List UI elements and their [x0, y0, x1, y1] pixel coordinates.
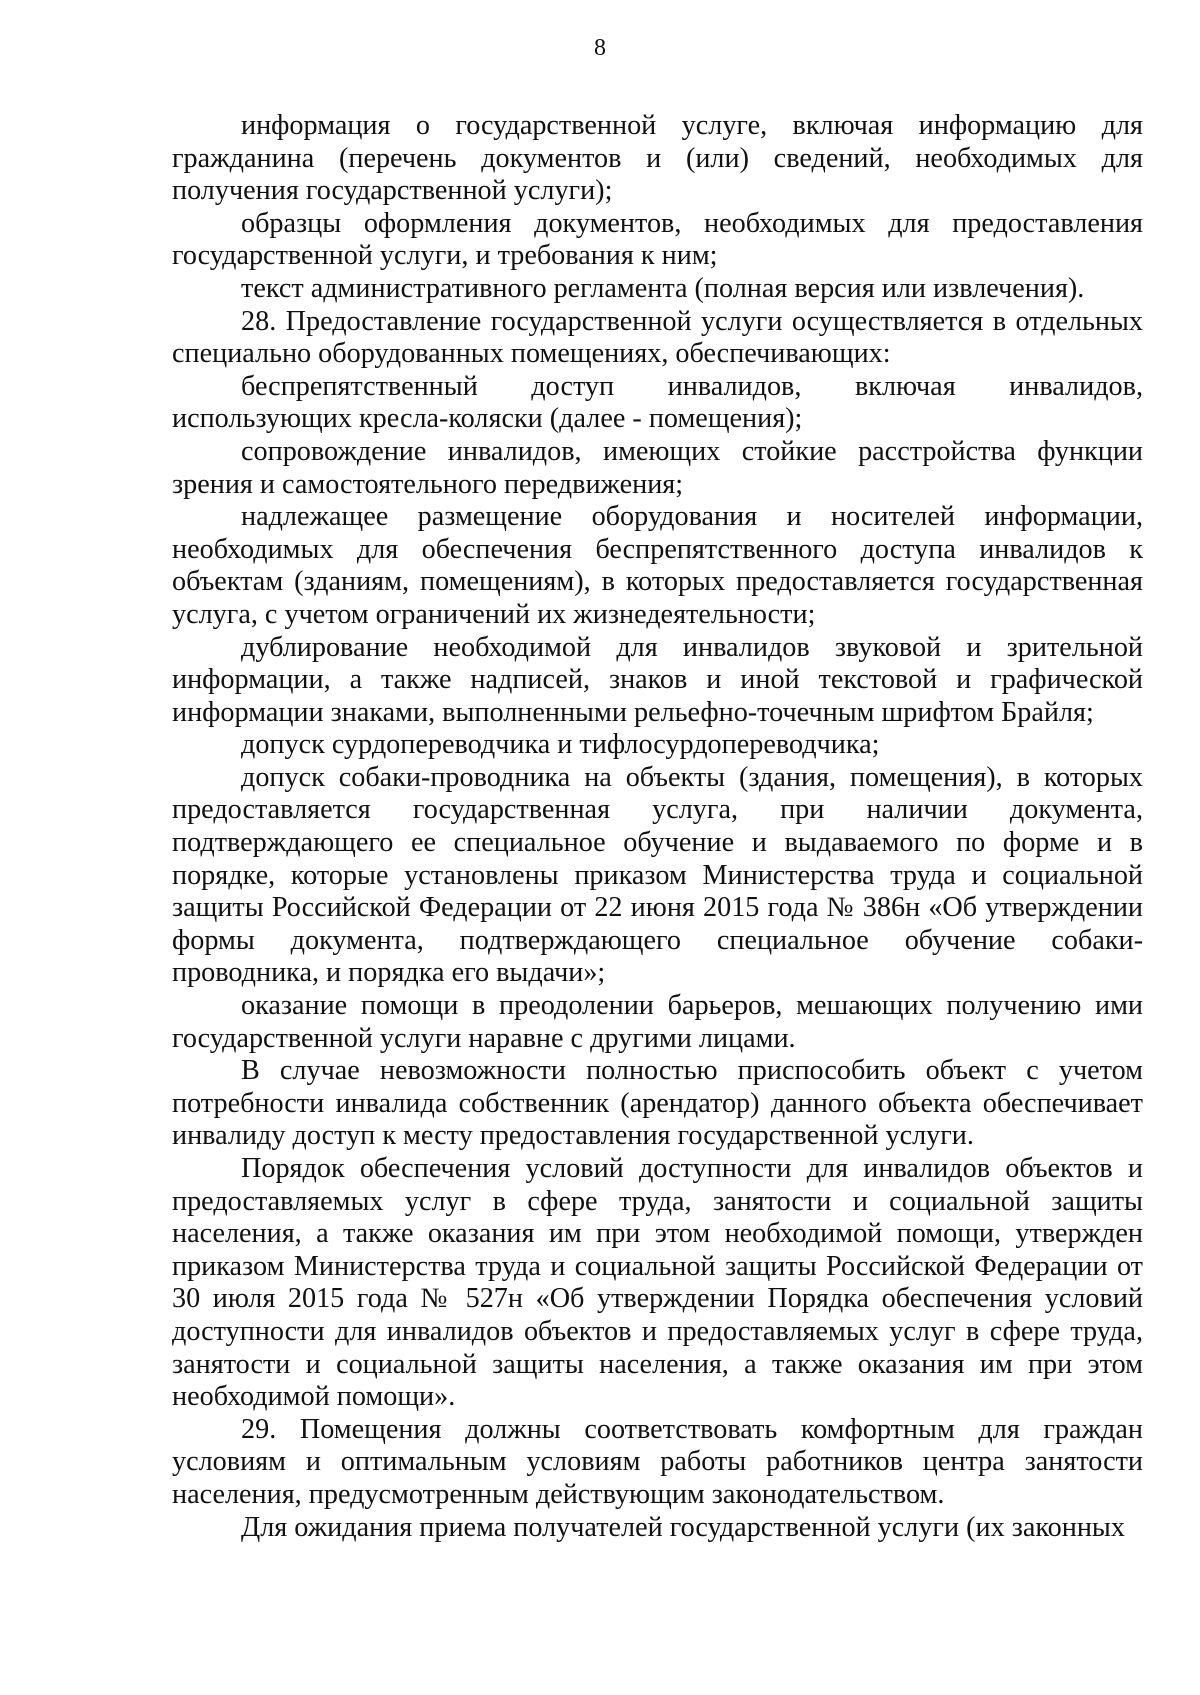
page-number: 8 [594, 35, 606, 61]
paragraph-item-29: 29. Помещения должны соответствовать комфортным для граждан условиям и оптимальным условиям работы работников центра занятости населения, предусмотренным действующим законодательством. [172, 1413, 1143, 1510]
paragraph-regulation-text: текст административного регламента (полная версия или извлечения). [241, 272, 1085, 304]
paragraph-equipment-placement: надлежащее размещение оборудования и носителей информации, необходимых для обеспечения беспрепятственного доступа инвалидов к объектам (зданиям, помещениям), в которых предоставляется государственная услуга, с учетом ограничений их жизнедеятельности; [172, 501, 1143, 630]
paragraph-escort-disabled: сопровождение инвалидов, имеющих стойкие расстройства функции зрения и самостоятельного передвижения; [172, 435, 1143, 500]
paragraph-owner-provides-access: В случае невозможности полностью приспособить объект с учетом потребности инвалида собственник (арендатор) данного объекта обеспечивает инвалиду доступ к месту предоставления государственной услуги. [172, 1055, 1143, 1152]
paragraph-item-28: 28. Предоставление государственной услуги осуществляется в отдельных специально оборудованных помещениях, обеспечивающих: [172, 305, 1143, 370]
paragraph-document-samples: образцы оформления документов, необходимых для предоставления государственной услуги, и требования к ним; [172, 207, 1143, 272]
paragraph-barrier-assistance: оказание помощи в преодолении барьеров, мешающих получению ими государственной услуги наравне с другими лицами. [172, 990, 1143, 1054]
paragraph-unobstructed-access: беспрепятственный доступ инвалидов, включая инвалидов, использующих кресла-коляски (далее - помещения); [172, 370, 1143, 435]
paragraph-braille-duplication: дублирование необходимой для инвалидов звуковой и зрительной информации, а также надписей, знаков и иной текстовой и графической информации знаками, выполненными рельефно-точечным шрифтом Брайля; [172, 631, 1143, 728]
paragraph-accessibility-order: Порядок обеспечения условий доступности для инвалидов объектов и предоставляемых услуг в сфере труда, занятости и социальной защиты населения, а также оказания им при этом необходимой помощи, утвержден приказом Министерства труда и социальной защиты Российской Федерации от 30 июля 2015 года № 527н «Об утверждении Порядка обеспечения условий доступности для инвалидов объектов и предоставляемых услуг в сфере труда, занятости и социальной защиты населения, а также оказания им при этом необходимой помощи». [172, 1153, 1143, 1413]
paragraph-guide-dog: допуск собаки-проводника на объекты (здания, помещения), в которых предоставляется государственная услуга, при наличии документа, подтверждающего ее специальное обучение и выдаваемого по форме и в порядке, которые установлены приказом Министерства труда и социальной защиты Российской Федерации от 22 июня 2015 года № 386н «Об утверждении формы документа, подтверждающего специальное обучение собаки-проводника, и порядка его выдачи»; [172, 761, 1143, 989]
paragraph-sign-interpreter: допуск сурдопереводчика и тифлосурдопереводчика; [241, 729, 880, 761]
document-body [172, 110, 1143, 1544]
paragraph-info-about-service: информация о государственной услуге, включая информацию для гражданина (перечень документов и (или) сведений, необходимых для получения государственной услуги); [172, 110, 1143, 207]
paragraph-waiting-area: Для ожидания приема получателей государственной услуги (их законных [241, 1511, 1125, 1543]
